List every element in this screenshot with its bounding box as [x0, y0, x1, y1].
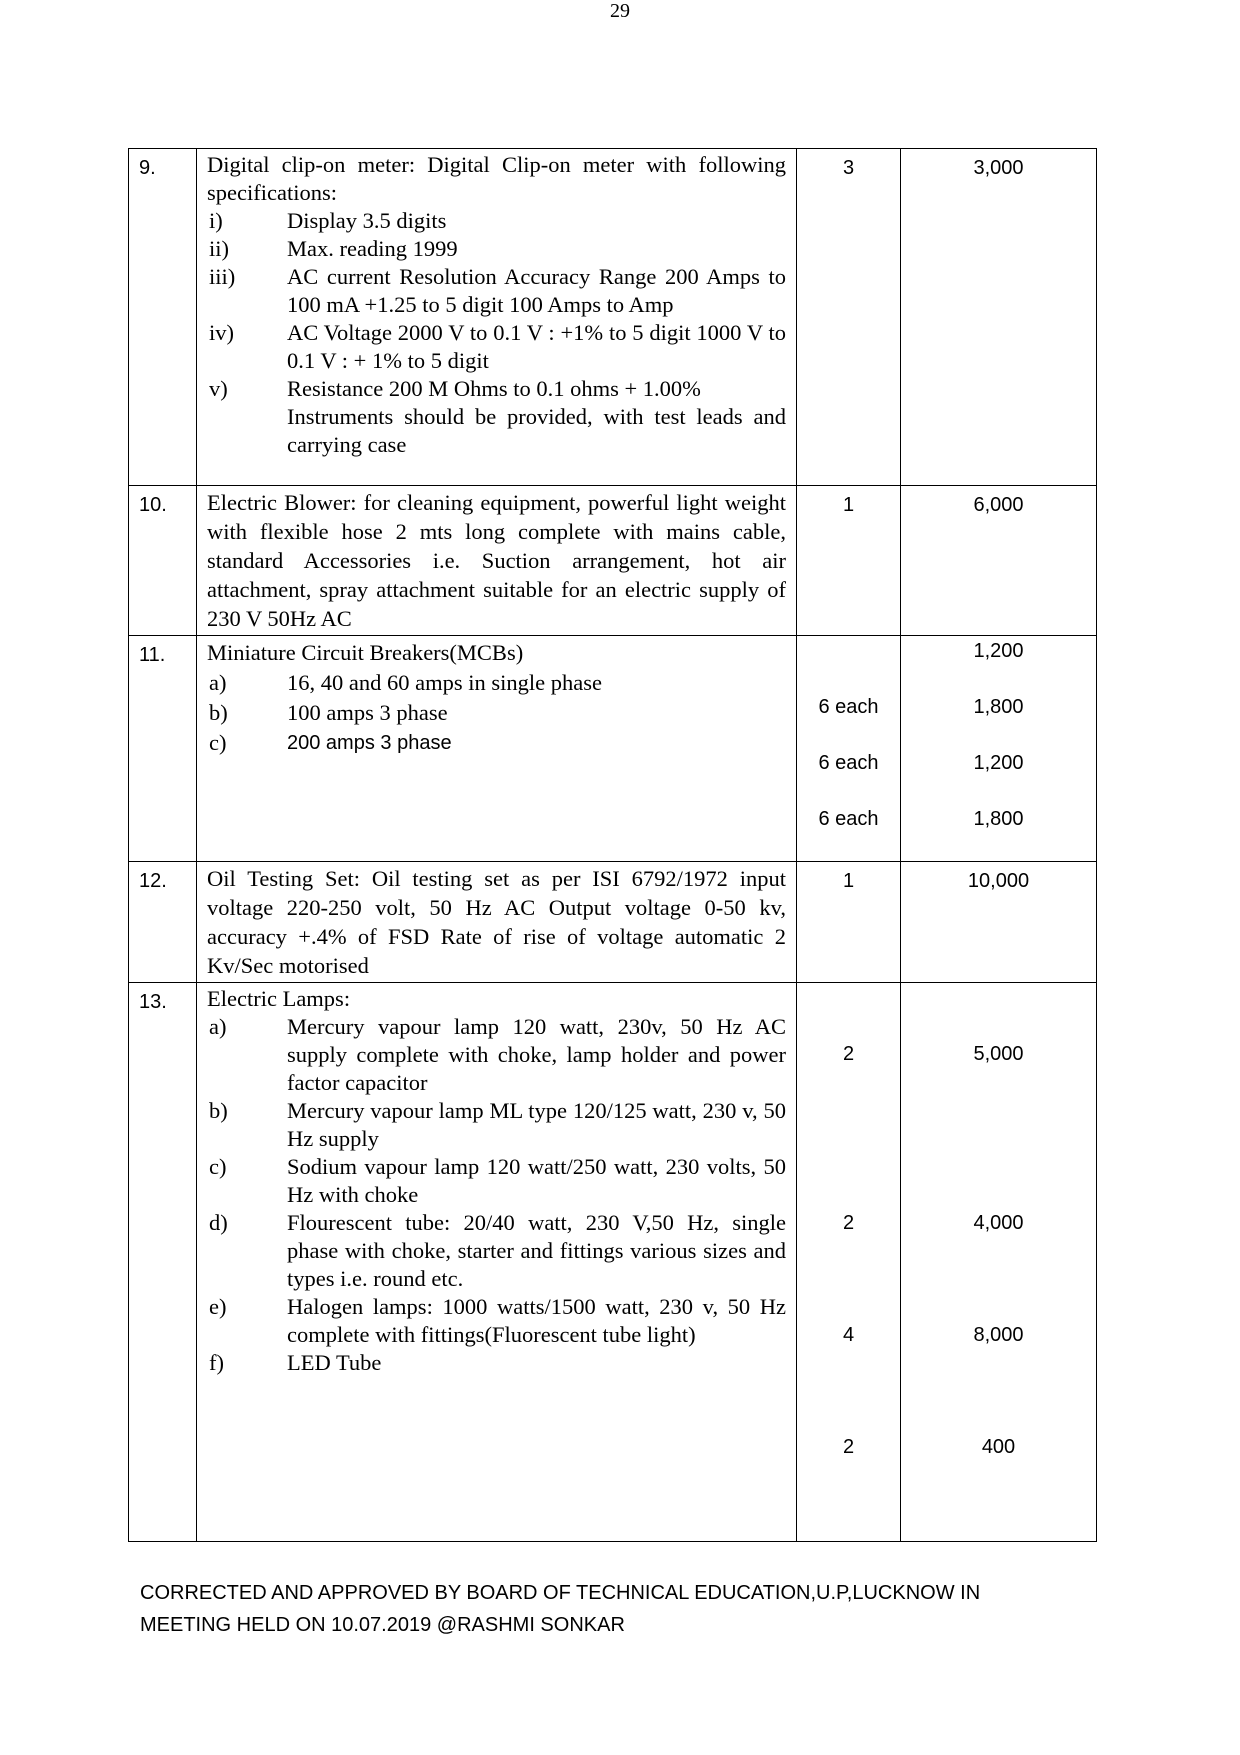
serial-number: 9.	[129, 149, 197, 486]
footer-line-1: CORRECTED AND APPROVED BY BOARD OF TECHNICAL EDUCATION,U.P,LUCKNOW IN	[140, 1582, 981, 1604]
sub-item-label: v)	[209, 376, 228, 401]
item-intro: Electric Blower: for cleaning equipment, powerful light weight with flexible hose 2 mts long complete with mains cable, standard Accessories i.e. Suction arrangement, hot air attachment, spray attachment suitable for an electric supply of 230 V 50Hz AC	[207, 490, 786, 631]
sub-item	[207, 1013, 786, 1097]
sub-item	[207, 728, 786, 758]
cost-value: 8,000	[973, 1324, 1024, 1346]
sub-item-text: Halogen lamps: 1000 watts/1500 watt, 230 v, 50 Hz complete with fittings(Fluorescent tube light)	[287, 1294, 786, 1347]
sub-item	[207, 668, 786, 698]
sub-item-label: e)	[209, 1294, 227, 1319]
sub-item	[207, 375, 786, 403]
sub-item-label: a)	[209, 670, 227, 695]
sub-item-label: ii)	[209, 236, 229, 261]
cost-value: 3,000	[973, 157, 1024, 179]
item-intro: Oil Testing Set: Oil testing set as per ISI 6792/1972 input voltage 220-250 volt, 50 Hz AC Output voltage 0-50 kv, accuracy +.4% of FSD Rate of rise of voltage automatic 2 Kv/Sec motorised	[207, 866, 786, 978]
quantity-value: 3	[842, 157, 855, 179]
sub-item-text: Flourescent tube: 20/40 watt, 230 V,50 Hz, single phase with choke, starter and fittings various sizes and types i.e. round etc.	[287, 1210, 786, 1291]
item-description	[197, 636, 797, 862]
cost-cell	[901, 149, 1097, 486]
cost-value: 5,000	[973, 1043, 1024, 1065]
sub-item-text: AC Voltage 2000 V to 0.1 V : +1% to 5 digit 1000 V to 0.1 V : + 1% to 5 digit	[287, 320, 786, 373]
sub-item-label: c)	[209, 730, 227, 755]
sub-item	[207, 207, 786, 235]
cost-cell	[901, 862, 1097, 983]
sub-item-label: i)	[209, 208, 223, 233]
sub-item	[207, 1153, 786, 1209]
sub-item	[207, 263, 786, 319]
table-row	[129, 486, 1097, 636]
approval-footer	[140, 1577, 1140, 1641]
serial-number: 11.	[129, 636, 197, 862]
item-description	[197, 486, 797, 636]
quantity-cell	[797, 636, 901, 862]
quantity-cell	[797, 983, 901, 1542]
sub-item-label: iv)	[209, 320, 234, 345]
sub-item-label: iii)	[209, 264, 236, 289]
quantity-value: 2	[842, 1043, 855, 1065]
sub-item	[207, 1349, 786, 1377]
cost-cell	[901, 983, 1097, 1542]
quantity-value: 1	[842, 494, 855, 516]
quantity-value: 4	[842, 1324, 855, 1346]
cost-value: 1,800	[973, 808, 1024, 830]
table-row	[129, 149, 1097, 486]
sub-item-label: a)	[209, 1014, 227, 1039]
footer-line-2: MEETING HELD ON 10.07.2019 @RASHMI SONKAR	[140, 1614, 625, 1636]
item-description	[197, 983, 797, 1542]
quantity-value: 1	[842, 870, 855, 892]
cost-value: 4,000	[973, 1212, 1024, 1234]
table-row	[129, 636, 1097, 862]
sub-item-text: AC current Resolution Accuracy Range 200 Amps to 100 mA +1.25 to 5 digit 100 Amps to Amp	[287, 264, 786, 317]
serial-number: 10.	[129, 486, 197, 636]
sub-item-text: 200 amps 3 phase	[287, 732, 452, 754]
page-number: 29	[610, 0, 630, 22]
quantity-value: 2	[842, 1212, 855, 1234]
serial-number: 13.	[129, 983, 197, 1542]
quantity-value: 6 each	[818, 808, 879, 830]
sub-item-text: LED Tube	[287, 1350, 382, 1375]
sub-item-label: b)	[209, 700, 228, 725]
cost-value: 1,200	[973, 752, 1024, 774]
serial-number: 12.	[129, 862, 197, 983]
quantity-value: 6 each	[818, 696, 879, 718]
item-description	[197, 149, 797, 486]
table-row	[129, 862, 1097, 983]
item-description	[197, 862, 797, 983]
sub-item-label: d)	[209, 1210, 228, 1235]
sub-item	[207, 698, 786, 728]
item-note: Instruments should be provided, with test leads and carrying case	[287, 404, 786, 457]
sub-item	[207, 1209, 786, 1293]
cost-cell	[901, 636, 1097, 862]
cost-value: 400	[981, 1436, 1016, 1458]
cost-value: 6,000	[973, 494, 1024, 516]
quantity-value: 2	[842, 1436, 855, 1458]
item-intro: Digital clip-on meter: Digital Clip-on meter with following specifications:	[207, 152, 786, 205]
cost-value: 1,200	[973, 640, 1024, 662]
sub-item-label: b)	[209, 1098, 228, 1123]
sub-item-text: Mercury vapour lamp ML type 120/125 watt, 230 v, 50 Hz supply	[287, 1098, 786, 1151]
sub-item-text: Display 3.5 digits	[287, 208, 447, 233]
sub-item-text: 100 amps 3 phase	[287, 700, 448, 725]
sub-item-text: Resistance 200 M Ohms to 0.1 ohms + 1.00%	[287, 376, 701, 401]
sub-item-label: c)	[209, 1154, 227, 1179]
item-intro: Miniature Circuit Breakers(MCBs)	[207, 640, 524, 665]
sub-item	[207, 319, 786, 375]
sub-item-text: Sodium vapour lamp 120 watt/250 watt, 230 volts, 50 Hz with choke	[287, 1154, 786, 1207]
sub-item-label: f)	[209, 1350, 224, 1375]
table-row	[129, 983, 1097, 1542]
cost-cell	[901, 486, 1097, 636]
sub-item-text: 16, 40 and 60 amps in single phase	[287, 670, 602, 695]
quantity-value: 6 each	[818, 752, 879, 774]
sub-item-text: Max. reading 1999	[287, 236, 458, 261]
quantity-cell	[797, 486, 901, 636]
sub-item-text: Mercury vapour lamp 120 watt, 230v, 50 Hz AC supply complete with choke, lamp holder and power factor capacitor	[287, 1014, 786, 1095]
item-intro: Electric Lamps:	[207, 986, 351, 1011]
equipment-table	[128, 148, 1097, 1542]
sub-item	[207, 1097, 786, 1153]
quantity-cell	[797, 149, 901, 486]
sub-item	[207, 235, 786, 263]
cost-value: 1,800	[973, 696, 1024, 718]
sub-item	[207, 1293, 786, 1349]
cost-value: 10,000	[967, 870, 1030, 892]
quantity-cell	[797, 862, 901, 983]
